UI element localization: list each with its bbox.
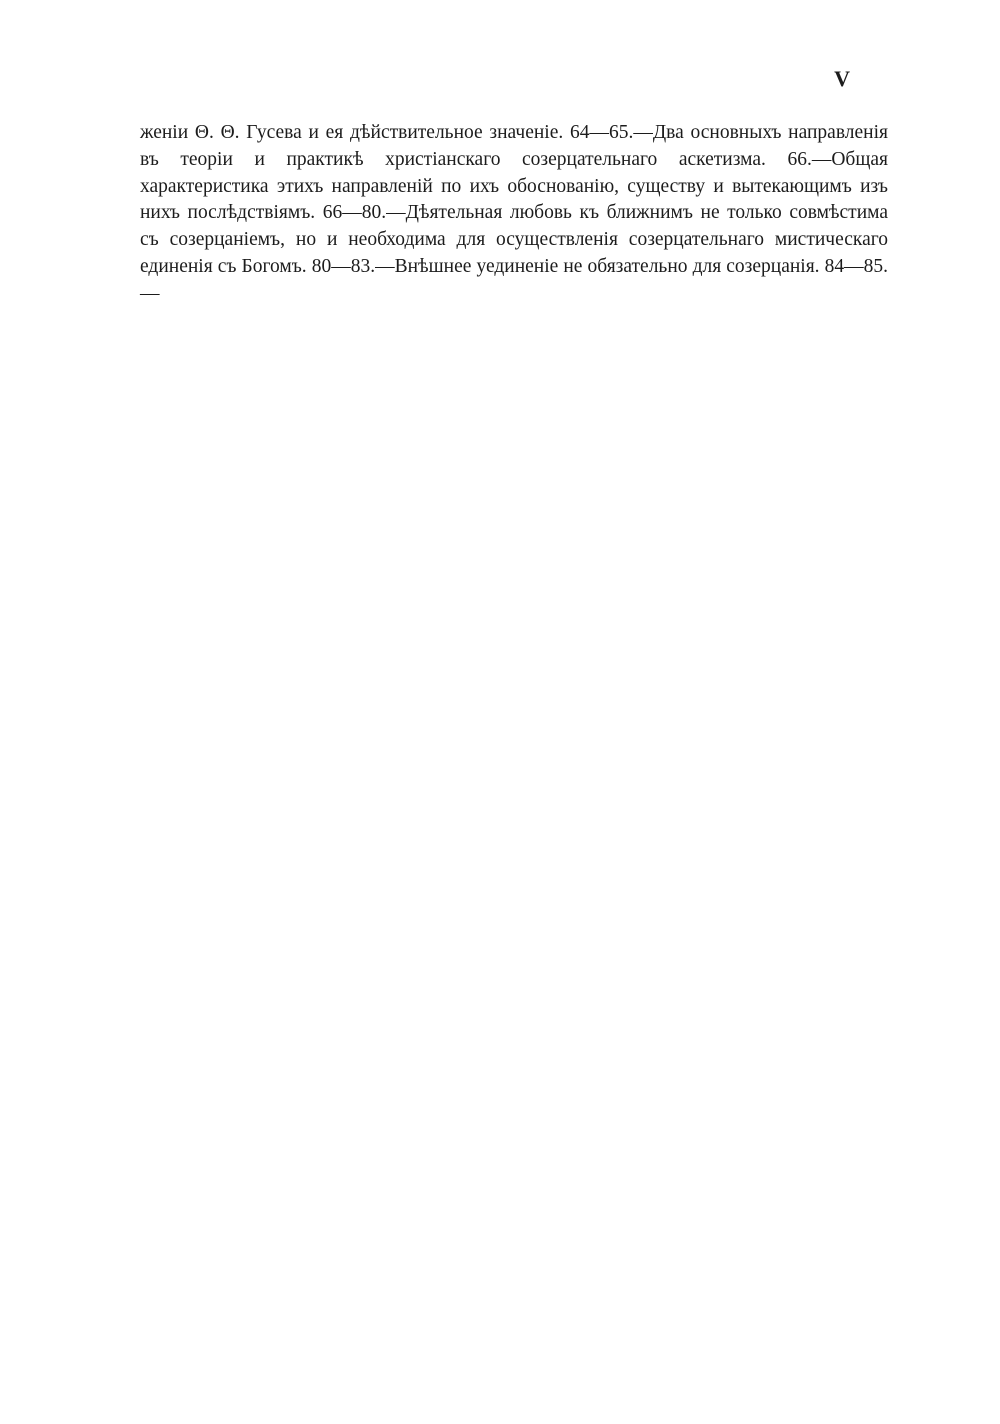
body-text bbox=[140, 120, 888, 308]
paragraph-1: женiи Θ. Θ. Гусева и ея дѣйствительное значенiе. 64—65.—Два основныхъ направленiя въ теорiи и практикѣ христiанскаго созерцательнаго аскетизма. 66.—Общая характеристика этихъ направленiй по ихъ обоснованiю, существу и вытекающимъ изъ нихъ послѣдствiямъ. 66—80.—Дѣятельная любовь къ ближнимъ не только совмѣстима съ созерцанiемъ, но и необходима для осуществленiя созерцательнаго мистическаго единенiя съ Богомъ. 80—83.—Внѣшнее уединенiе не обязательно для созерцанiя. 84—85.— bbox=[140, 122, 888, 304]
page-number: V bbox=[834, 66, 850, 91]
